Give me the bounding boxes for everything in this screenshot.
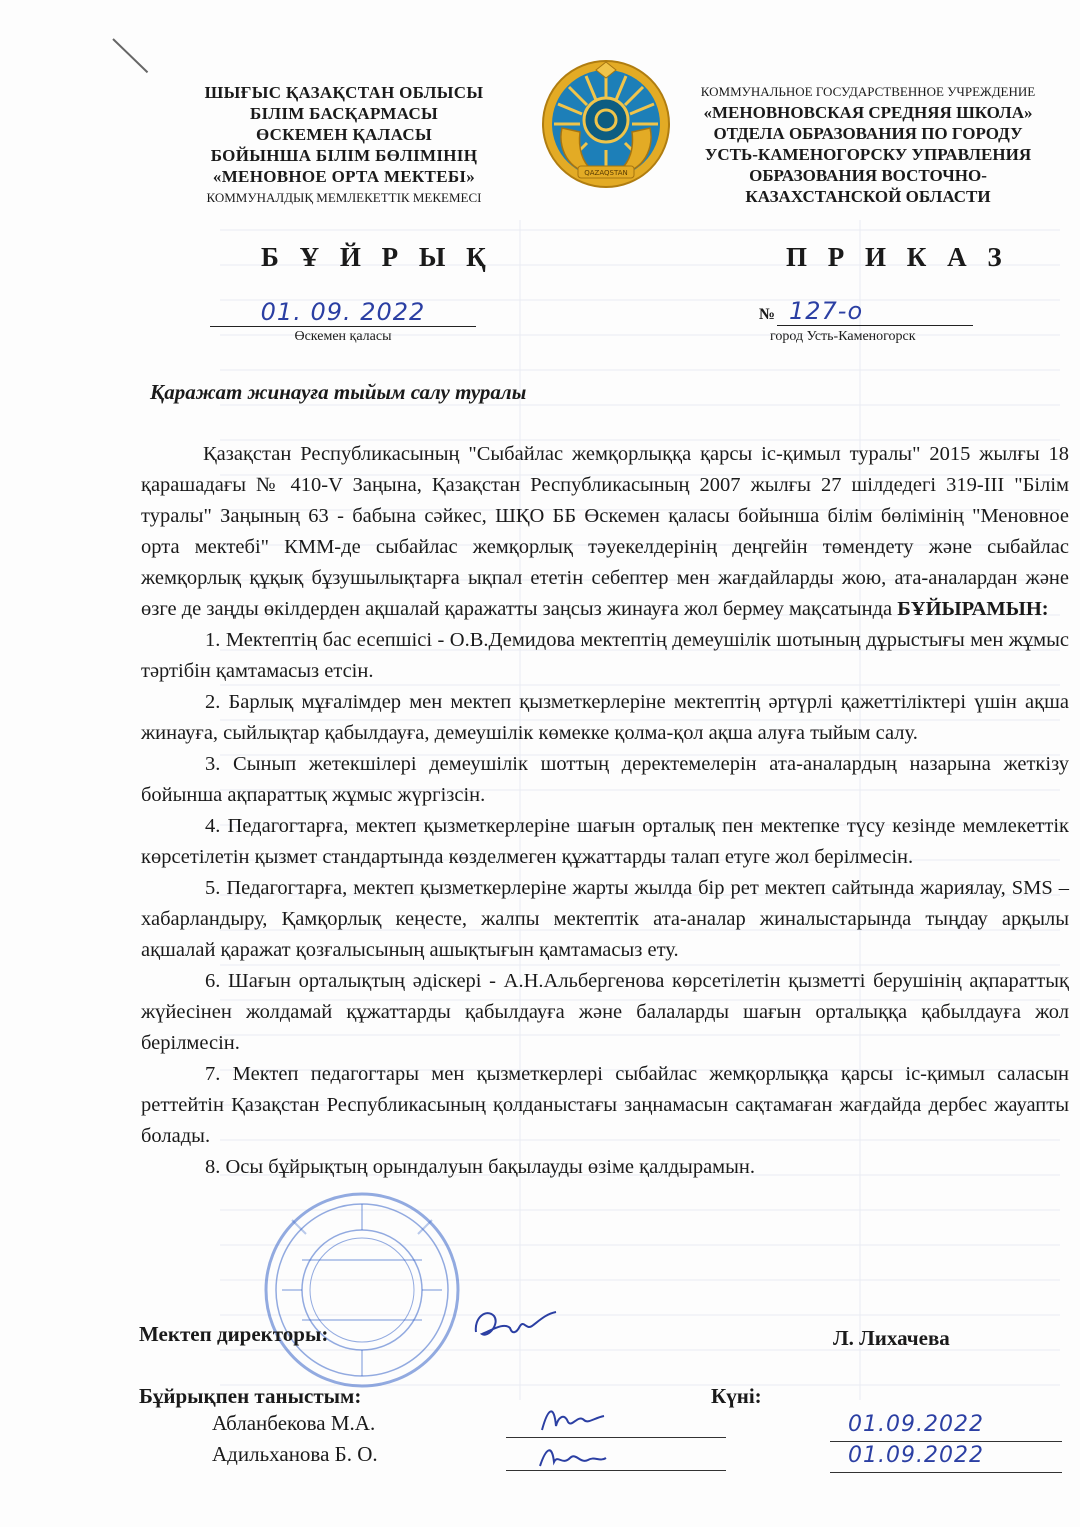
date-line (830, 1441, 1062, 1442)
intro-text: Қазақстан Республикасының "Сыбайлас жемқорлыққа қарсы іс-қимыл туралы" 2015 жылғы 18 қарашадағы № 410-V Заңына, Қазақстан Республикасының 2007 жылғы 27 шілдедегі 319-III "Білім туралы" Заңының 63 - бабына сәйкес, ШҚО ББ Өскемен қаласы бойынша білім бөлімінің "Меновное орта мектебі" КММ-де сыбайлас жемқорлық тәуекелдерінің деңгейін төмендету және сыбайлас жемқорлық құқық бұзушылықтарға ықпал ететін себептер мен жағдайларды жою, ата-аналардан және өзге де заңды өкілдерден ақшалай қаражатты заңсыз жинауға жол бермеу мақсатында (141, 443, 1069, 620)
header-right-russian (678, 84, 1058, 207)
order-subject: Қаражат жинауға тыйым салу туралы (150, 380, 527, 404)
header-right-line: ОБРАЗОВАНИЯ ВОСТОЧНО- (749, 166, 987, 185)
order-item: 3. Сынып жетекшілері демеушілік шоттың деректемелерін ата-аналардың назарына жеткізу бойынша ақпараттық жұмыс жүргізсін. (141, 753, 1069, 806)
header-right-line: ОТДЕЛА ОБРАЗОВАНИЯ ПО ГОРОДУ (713, 124, 1023, 143)
order-number-handwritten: 127-о (789, 297, 864, 325)
acknowledged-signature-icon (532, 1436, 612, 1476)
order-number-sign: № (759, 306, 776, 323)
order-item: 6. Шағын орталықтың әдіскері - А.Н.Альбергенова көрсетілетін қызметті берушінің ақпараттық жүйесінен жолдамай құжаттарды қабылдауға және балаларды шағын орталыққа қабылдауға жол берілмесін. (141, 970, 1069, 1054)
header-right-line: УСТЬ-КАМЕНОГОРСКУ УПРАВЛЕНИЯ (704, 145, 1032, 164)
round-stamp-icon (262, 1190, 462, 1390)
emblem-text: QAZAQSTAN (584, 169, 628, 177)
state-emblem-icon (540, 58, 672, 190)
city-kazakh: Өскемен қаласы (294, 329, 392, 344)
date-label: Күні: (711, 1384, 762, 1408)
order-item: 7. Мектеп педагогтары мен қызметкерлері сыбайлас жемқорлыққа қарсы іс-қимыл саласын реттейтін Қазақстан Республикасының қолданыстағы заңнамасын сақтамаған жағдайда дербес жауапты болады. (141, 1063, 1069, 1147)
header-left-line: «МЕНОВНОЕ ОРТА МЕКТЕБІ» (212, 167, 476, 186)
header-left-line: ШЫҒЫС ҚАЗАҚСТАН ОБЛЫСЫ (204, 83, 484, 102)
date-line (830, 1472, 1062, 1473)
acknowledged-signature-icon (532, 1398, 612, 1438)
header-right-line: «МЕНОВНОВСКАЯ СРЕДНЯЯ ШКОЛА» (703, 103, 1033, 122)
director-name: Л. Лихачева (833, 1326, 950, 1350)
acknowledged-date: 01.09.2022 (848, 1443, 984, 1468)
order-body (141, 439, 1069, 1183)
intro-emphasis: БҰЙЫРАМЫН: (897, 598, 1049, 620)
order-title-kazakh: Б Ұ Й Р Ы Қ (261, 242, 493, 272)
order-item: 8. Осы бұйрықтың орындалуын бақылауды өзіме қалдырамын. (205, 1156, 756, 1178)
director-label: Мектеп директоры: (139, 1322, 329, 1346)
header-left-kazakh (185, 82, 503, 206)
header-left-line: БОЙЫНША БІЛІМ БӨЛІМІНІҢ (210, 146, 478, 165)
pen-scratch-mark (112, 38, 148, 73)
header-right-subline: КОММУНАЛЬНОЕ ГОСУДАРСТВЕННОЕ УЧРЕЖДЕНИЕ (700, 84, 1036, 99)
header-left-line: БІЛІМ БАСҚАРМАСЫ (249, 104, 439, 123)
acknowledged-name: Абланбекова М.А. (212, 1411, 376, 1435)
order-date-handwritten: 01. 09. 2022 (260, 298, 426, 326)
order-item: 5. Педагогтарға, мектеп қызметкерлеріне жарты жылда бір рет мектеп сайтында жариялау, SMS – хабарландыру, Қамқорлық кеңесте, жалпы мектептік ата-аналар жиналыстарында тыңдау арқылы ақшалай қаражат қозғалысының ашықтығын қамтамасыз ету. (141, 877, 1069, 961)
order-item: 1. Мектептің бас есепшісі - О.В.Демидова мектептің демеушілік шотының дұрыстығы мен жұмыс тәртібін қамтамасыз етсін. (141, 629, 1069, 682)
header-right-line: КАЗАХСТАНСКОЙ ОБЛАСТИ (745, 187, 991, 206)
order-number-field (777, 296, 973, 326)
acknowledged-label: Бұйрықпен таныстым: (139, 1384, 362, 1408)
acknowledged-name: Адильханова Б. О. (212, 1442, 378, 1466)
header-left-subline: КОММУНАЛДЫҚ МЕМЛЕКЕТТІК МЕКЕМЕСІ (206, 190, 482, 205)
order-title-russian: П Р И К А З (786, 242, 1009, 272)
order-item: 2. Барлық мұғалімдер мен мектеп қызметкерлеріне мектептің әртүрлі қажеттіліктері үшін ақша жинауға, сыйлықтар қабылдауға, демеушілік көмекке қолма-қол ақша алуға тыйым салу. (141, 691, 1069, 744)
acknowledged-date: 01.09.2022 (848, 1412, 984, 1437)
header-left-line: ӨСКЕМЕН ҚАЛАСЫ (256, 125, 432, 144)
director-signature-icon (470, 1300, 560, 1350)
order-item: 4. Педагогтарға, мектеп қызметкерлеріне шағын орталық пен мектепке түсу кезінде мемлекеттік көрсетілетін қызмет стандартында көзделмеген құжаттарды талап етуге жол берілмесін. (141, 815, 1069, 868)
city-russian: город Усть-Каменогорск (770, 329, 916, 344)
order-date-field (210, 296, 476, 327)
intro-paragraph (141, 439, 1069, 625)
